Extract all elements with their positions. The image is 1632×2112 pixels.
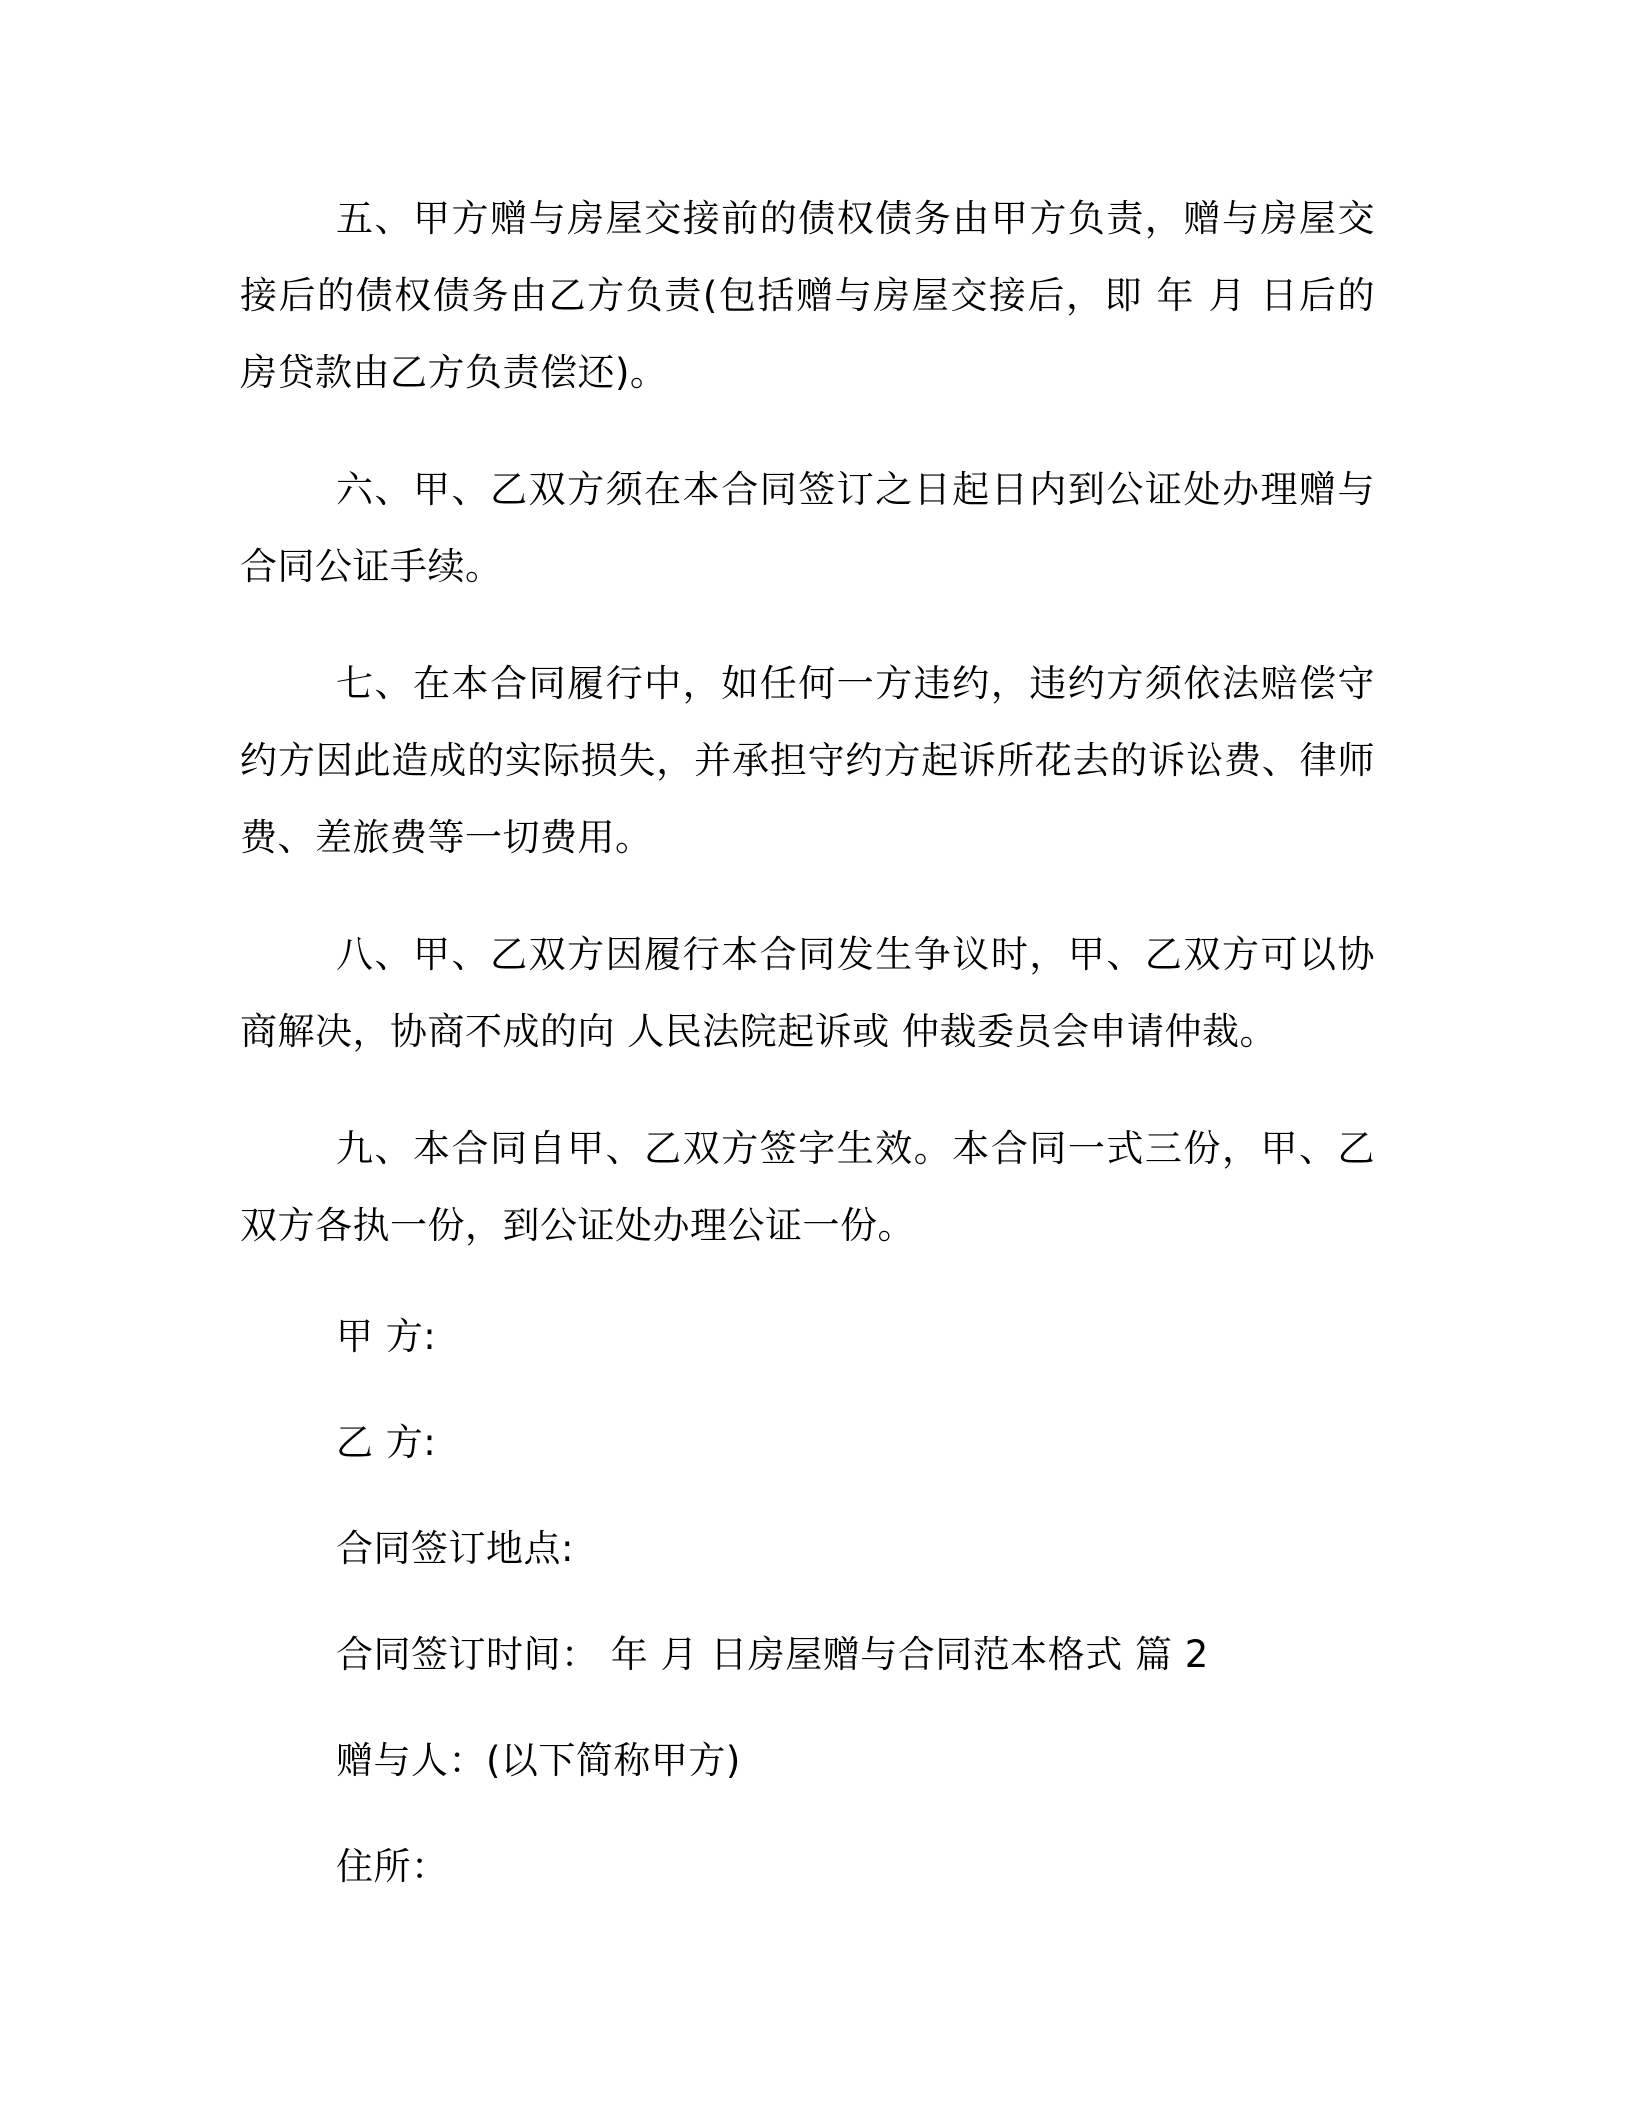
donor-field <box>240 1728 1375 1794</box>
sign-time-field <box>240 1622 1375 1688</box>
party-a-field <box>240 1304 1375 1370</box>
document-body <box>240 180 1375 1940</box>
party-a-label: 甲 方: <box>336 1315 437 1358</box>
party-b-label: 乙 方: <box>336 1421 437 1464</box>
clause-5: 五、甲方赠与房屋交接前的债权债务由甲方负责，赠与房屋交接后的债权债务由乙方负责(包括赠与房屋交接后，即 年 月 日后的房贷款由乙方负责偿还)。 <box>240 197 1375 394</box>
clause-9: 九、本合同自甲、乙双方签字生效。本合同一式三份，甲、乙双方各执一份，到公证处办理公证一份。 <box>240 1127 1375 1247</box>
donor-label: 赠与人：(以下简称甲方) <box>336 1739 741 1782</box>
clause-6: 六、甲、乙双方须在本合同签订之日起日内到公证处办理赠与合同公证手续。 <box>240 468 1375 588</box>
residence-field <box>240 1834 1375 1900</box>
sign-time-label: 合同签订时间： 年 月 日房屋赠与合同范本格式 篇 2 <box>336 1633 1209 1676</box>
clause-7: 七、在本合同履行中，如任何一方违约，违约方须依法赔偿守约方因此造成的实际损失，并承担守约方起诉所花去的诉讼费、律师费、差旅费等一切费用。 <box>240 662 1375 859</box>
clause-8: 八、甲、乙双方因履行本合同发生争议时，甲、乙双方可以协商解决，协商不成的向 人民法院起诉或 仲裁委员会申请仲裁。 <box>240 933 1375 1053</box>
residence-label: 住所： <box>336 1845 449 1888</box>
sign-place-label: 合同签订地点: <box>336 1527 574 1570</box>
sign-place-field <box>240 1516 1375 1582</box>
party-b-field <box>240 1410 1375 1476</box>
